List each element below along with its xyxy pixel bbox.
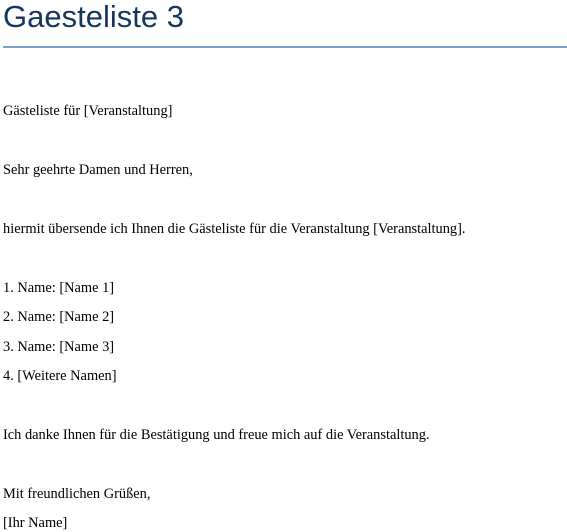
guest-list-item: 4. [Weitere Namen] — [3, 368, 117, 384]
subject-line: Gästeliste für [Veranstaltung] — [3, 103, 173, 119]
document-title: Gaesteliste 3 — [3, 0, 184, 34]
guest-list-item: 1. Name: [Name 1] — [3, 280, 115, 296]
title-underline-divider — [3, 46, 567, 48]
intro-paragraph: hiermit übersende ich Ihnen die Gästeliste für die Veranstaltung [Veranstaltung]. — [3, 221, 466, 237]
guest-list-item: 2. Name: [Name 2] — [3, 309, 115, 325]
regards-line: Mit freundlichen Grüßen, — [3, 486, 151, 502]
guest-list-item: 3. Name: [Name 3] — [3, 339, 115, 355]
salutation: Sehr geehrte Damen und Herren, — [3, 162, 193, 178]
signature-name: [Ihr Name] — [3, 515, 68, 531]
closing-paragraph: Ich danke Ihnen für die Bestätigung und freue mich auf die Veranstaltung. — [3, 427, 430, 443]
